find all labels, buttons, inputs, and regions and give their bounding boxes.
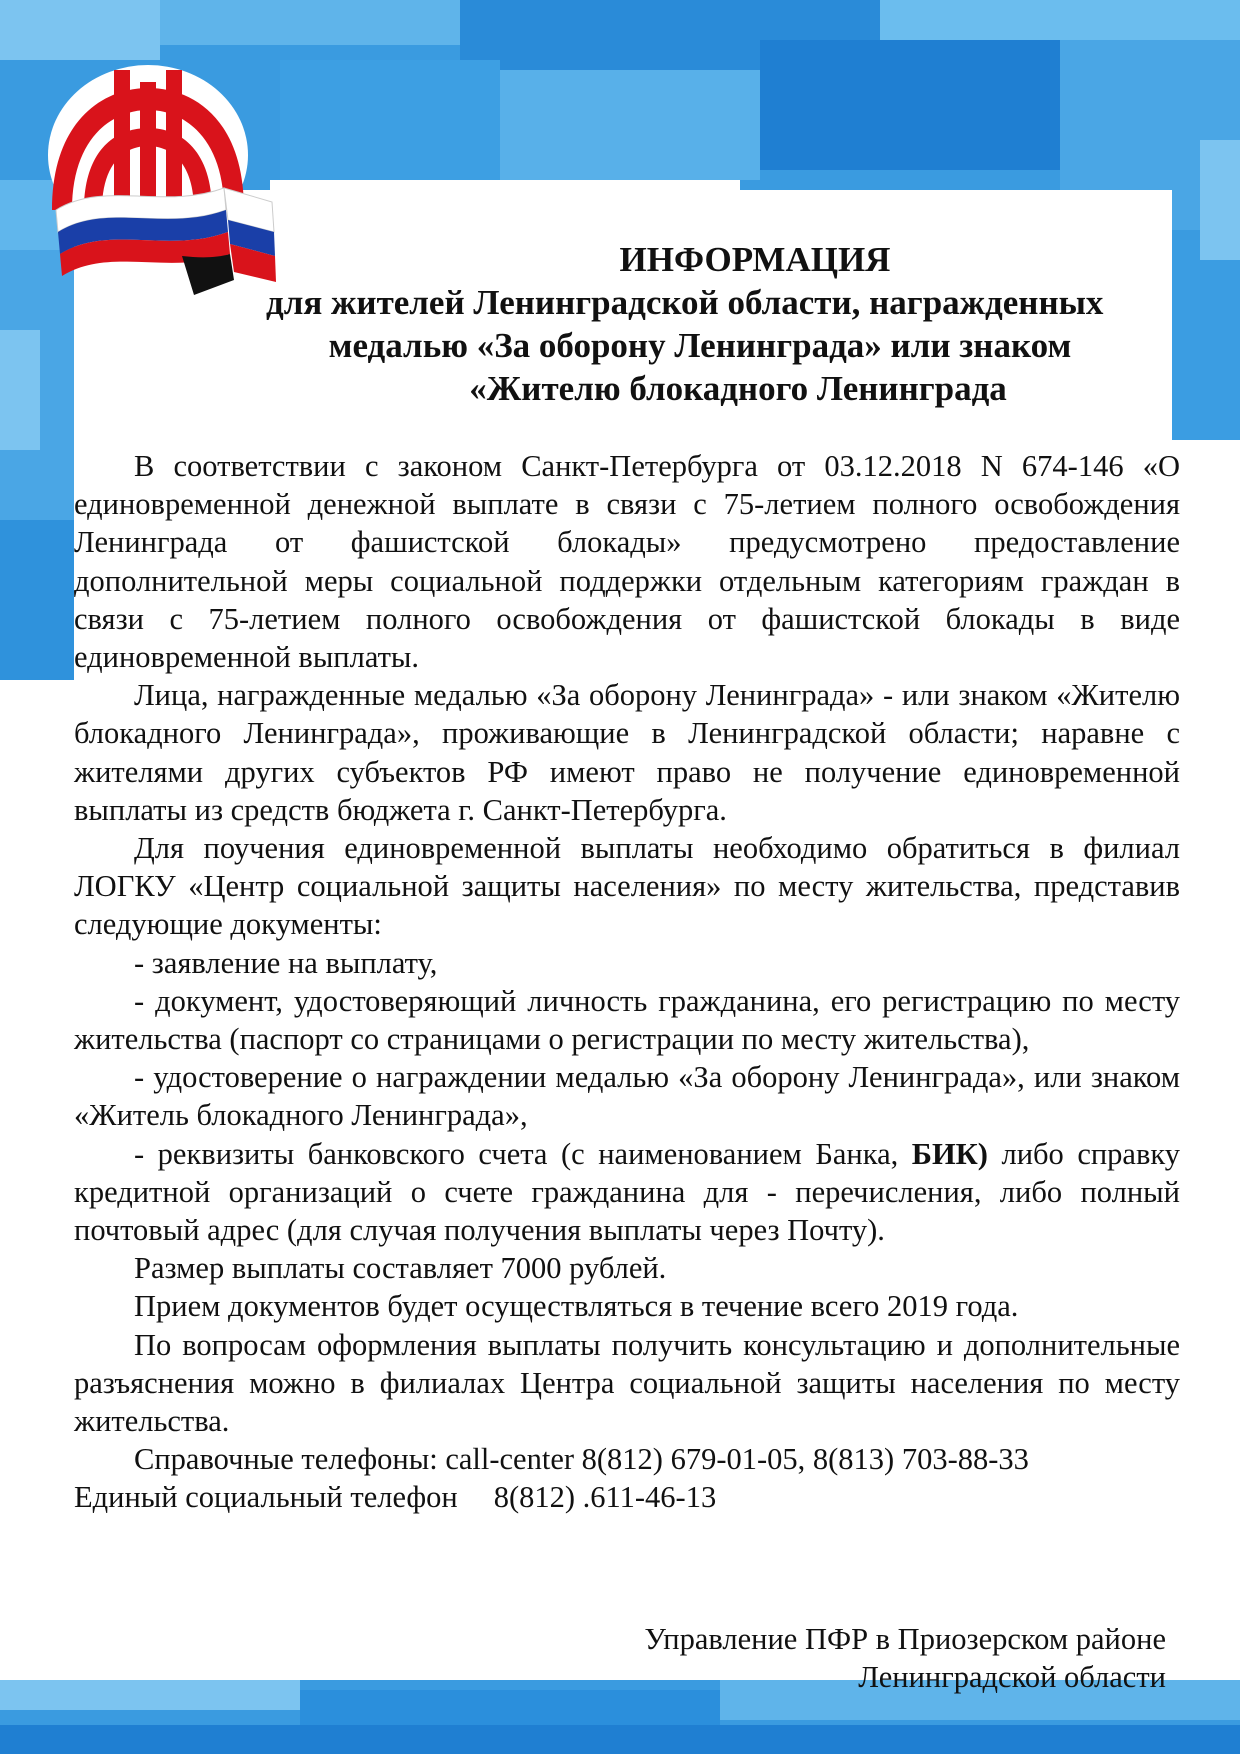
- document-body: [74, 447, 1180, 1517]
- document-list-item: [74, 1135, 1180, 1250]
- unified-phone-label: Единый социальный телефон: [74, 1480, 458, 1515]
- document-list-item: - заявление на выплату,: [134, 945, 438, 980]
- title-line-3: медалью «За оборону Ленинграда» или знаком: [328, 326, 1072, 365]
- unified-phone-value: 8(812) .611-46-13: [493, 1480, 717, 1515]
- paragraph-payment-amount: Размер выплаты составляет 7000 рублей.: [134, 1251, 667, 1286]
- bank-details-text-rest: либо справку кредитной организаций о счете гражданина для - перечисления, либо полный почтовый адрес (для случая получения выплаты через Почту).: [74, 1136, 1181, 1248]
- paragraph-eligibility: Лица, награжденные медалью «За оборону Ленинграда» - или знаком «Жителю блокадного Ленинграда», проживающие в Ленинградской области; наравне с жителями других субъектов РФ имеют право не получение единовременной выплаты из средств бюджета г. Санкт-Петербурга.: [74, 678, 1180, 827]
- unified-phone-line: [74, 1478, 1180, 1516]
- bank-details-text: - реквизиты банковского счета (с наименованием Банка,: [134, 1136, 912, 1171]
- signature: [644, 1620, 1166, 1696]
- paragraph-application-process: Для поучения единовременной выплаты необходимо обратиться в филиал ЛОГКУ «Центр социальной защиты населения» по месту жительства, представив следующие документы:: [74, 831, 1180, 942]
- document-list-item: - удостоверение о награждении медалью «За оборону Ленинграда», или знаком «Житель блокадного Ленинграда»,: [74, 1060, 1180, 1133]
- bik-bold: БИК): [911, 1136, 988, 1171]
- document-title: [150, 238, 1220, 410]
- paragraph-phones: Справочные телефоны: call-center 8(812) 679-01-05, 8(813) 703-88-33: [134, 1442, 1029, 1477]
- paragraph-law-reference: В соответствии с законом Санкт-Петербурга от 03.12.2018 N 674-146 «О единовременной денежной выплате в связи с 75-летием полного освобождения Ленинграда от фашистской блокады» предусмотрено предоставление дополнительной меры социальной поддержки отдельным категориям граждан в связи с 75-летием полного освобождения от фашистской блокады в виде единовременной выплаты.: [74, 449, 1180, 675]
- paragraph-acceptance-period: Прием документов будет осуществляться в течение всего 2019 года.: [134, 1289, 1019, 1324]
- title-line-1: ИНФОРМАЦИЯ: [619, 240, 891, 279]
- signature-line-2: Ленинградской области: [858, 1660, 1166, 1694]
- signature-line-1: Управление ПФР в Приозерском районе: [644, 1622, 1166, 1656]
- paragraph-consultation: По вопросам оформления выплаты получить консультацию и дополнительные разъяснения можно в филиалах Центра социальной защиты населения по месту жительства.: [74, 1327, 1180, 1439]
- title-line-2: для жителей Ленинградской области, награжденных: [266, 283, 1104, 322]
- document-list-item: - документ, удостоверяющий личность гражданина, его регистрацию по месту жительства (паспорт со страницами о регистрации по месту жительства),: [74, 983, 1180, 1057]
- title-line-4: «Жителю блокадного Ленинграда: [469, 369, 1007, 408]
